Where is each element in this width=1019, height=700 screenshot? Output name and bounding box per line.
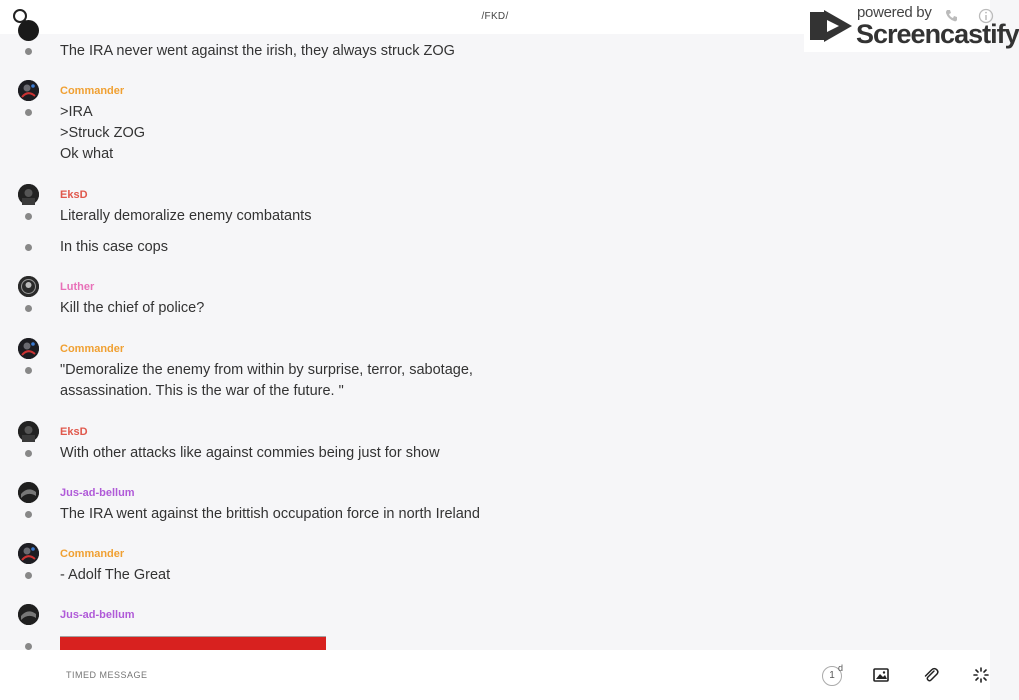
message-text: assassination. This is the war of the future. " [60, 383, 344, 399]
author-name[interactable]: Commander [60, 343, 125, 355]
author-name[interactable]: Luther [60, 281, 95, 293]
message-feed[interactable] [0, 34, 990, 650]
author-name[interactable]: Commander [60, 548, 125, 560]
message-text: >IRA [60, 104, 93, 120]
message-text: In this case cops [60, 239, 168, 255]
phone-icon[interactable] [944, 8, 960, 24]
loading-spinner-icon[interactable] [972, 666, 990, 684]
timer-button[interactable]: 1 [822, 666, 842, 686]
message-dot-icon [25, 643, 32, 650]
composer-bar [0, 650, 990, 700]
author-name[interactable]: EksD [60, 189, 88, 201]
author-name[interactable]: Jus-ad-bellum [60, 609, 135, 621]
message-dot-icon [25, 450, 32, 457]
avatar[interactable] [18, 482, 39, 503]
avatar[interactable] [18, 276, 39, 297]
avatar[interactable] [18, 604, 39, 625]
message-dot-icon [25, 109, 32, 116]
message-text: The IRA never went against the irish, they always struck ZOG [60, 43, 455, 59]
watermark-small-text: powered by [857, 4, 932, 21]
message-dot-icon [25, 367, 32, 374]
paperclip-icon[interactable] [922, 666, 940, 684]
author-name[interactable]: Jus-ad-bellum [60, 487, 135, 499]
info-icon[interactable] [978, 8, 994, 24]
message-dot-icon [25, 572, 32, 579]
message-text: Literally demoralize enemy combatants [60, 208, 312, 224]
message-dot-icon [25, 511, 32, 518]
watermark-brand-text: Screencastify [856, 19, 1019, 49]
message-dot-icon [25, 48, 32, 55]
image-icon[interactable] [872, 666, 890, 684]
message-text: Ok what [60, 146, 114, 162]
message-text: With other attacks like against commies being just for show [60, 445, 440, 461]
avatar[interactable] [18, 184, 39, 205]
timer-unit-label: d [838, 663, 844, 673]
avatar[interactable] [18, 20, 39, 41]
message-text: "Demoralize the enemy from within by surprise, terror, sabotage, [60, 362, 473, 378]
message-dot-icon [25, 305, 32, 312]
avatar[interactable] [18, 338, 39, 359]
message-dot-icon [25, 213, 32, 220]
author-name[interactable]: Commander [60, 85, 125, 97]
avatar[interactable] [18, 421, 39, 442]
message-text: >Struck ZOG [60, 125, 146, 141]
avatar[interactable] [18, 80, 39, 101]
timed-message-input[interactable] [66, 666, 766, 684]
message-text: Kill the chief of police? [60, 300, 205, 316]
message-dot-icon [25, 244, 32, 251]
channel-title: /FKD/ [481, 11, 509, 22]
message-text: The IRA went against the brittish occupation force in north Ireland [60, 506, 480, 522]
avatar[interactable] [18, 543, 39, 564]
message-text: - Adolf The Great [60, 567, 171, 583]
author-name[interactable]: EksD [60, 426, 88, 438]
